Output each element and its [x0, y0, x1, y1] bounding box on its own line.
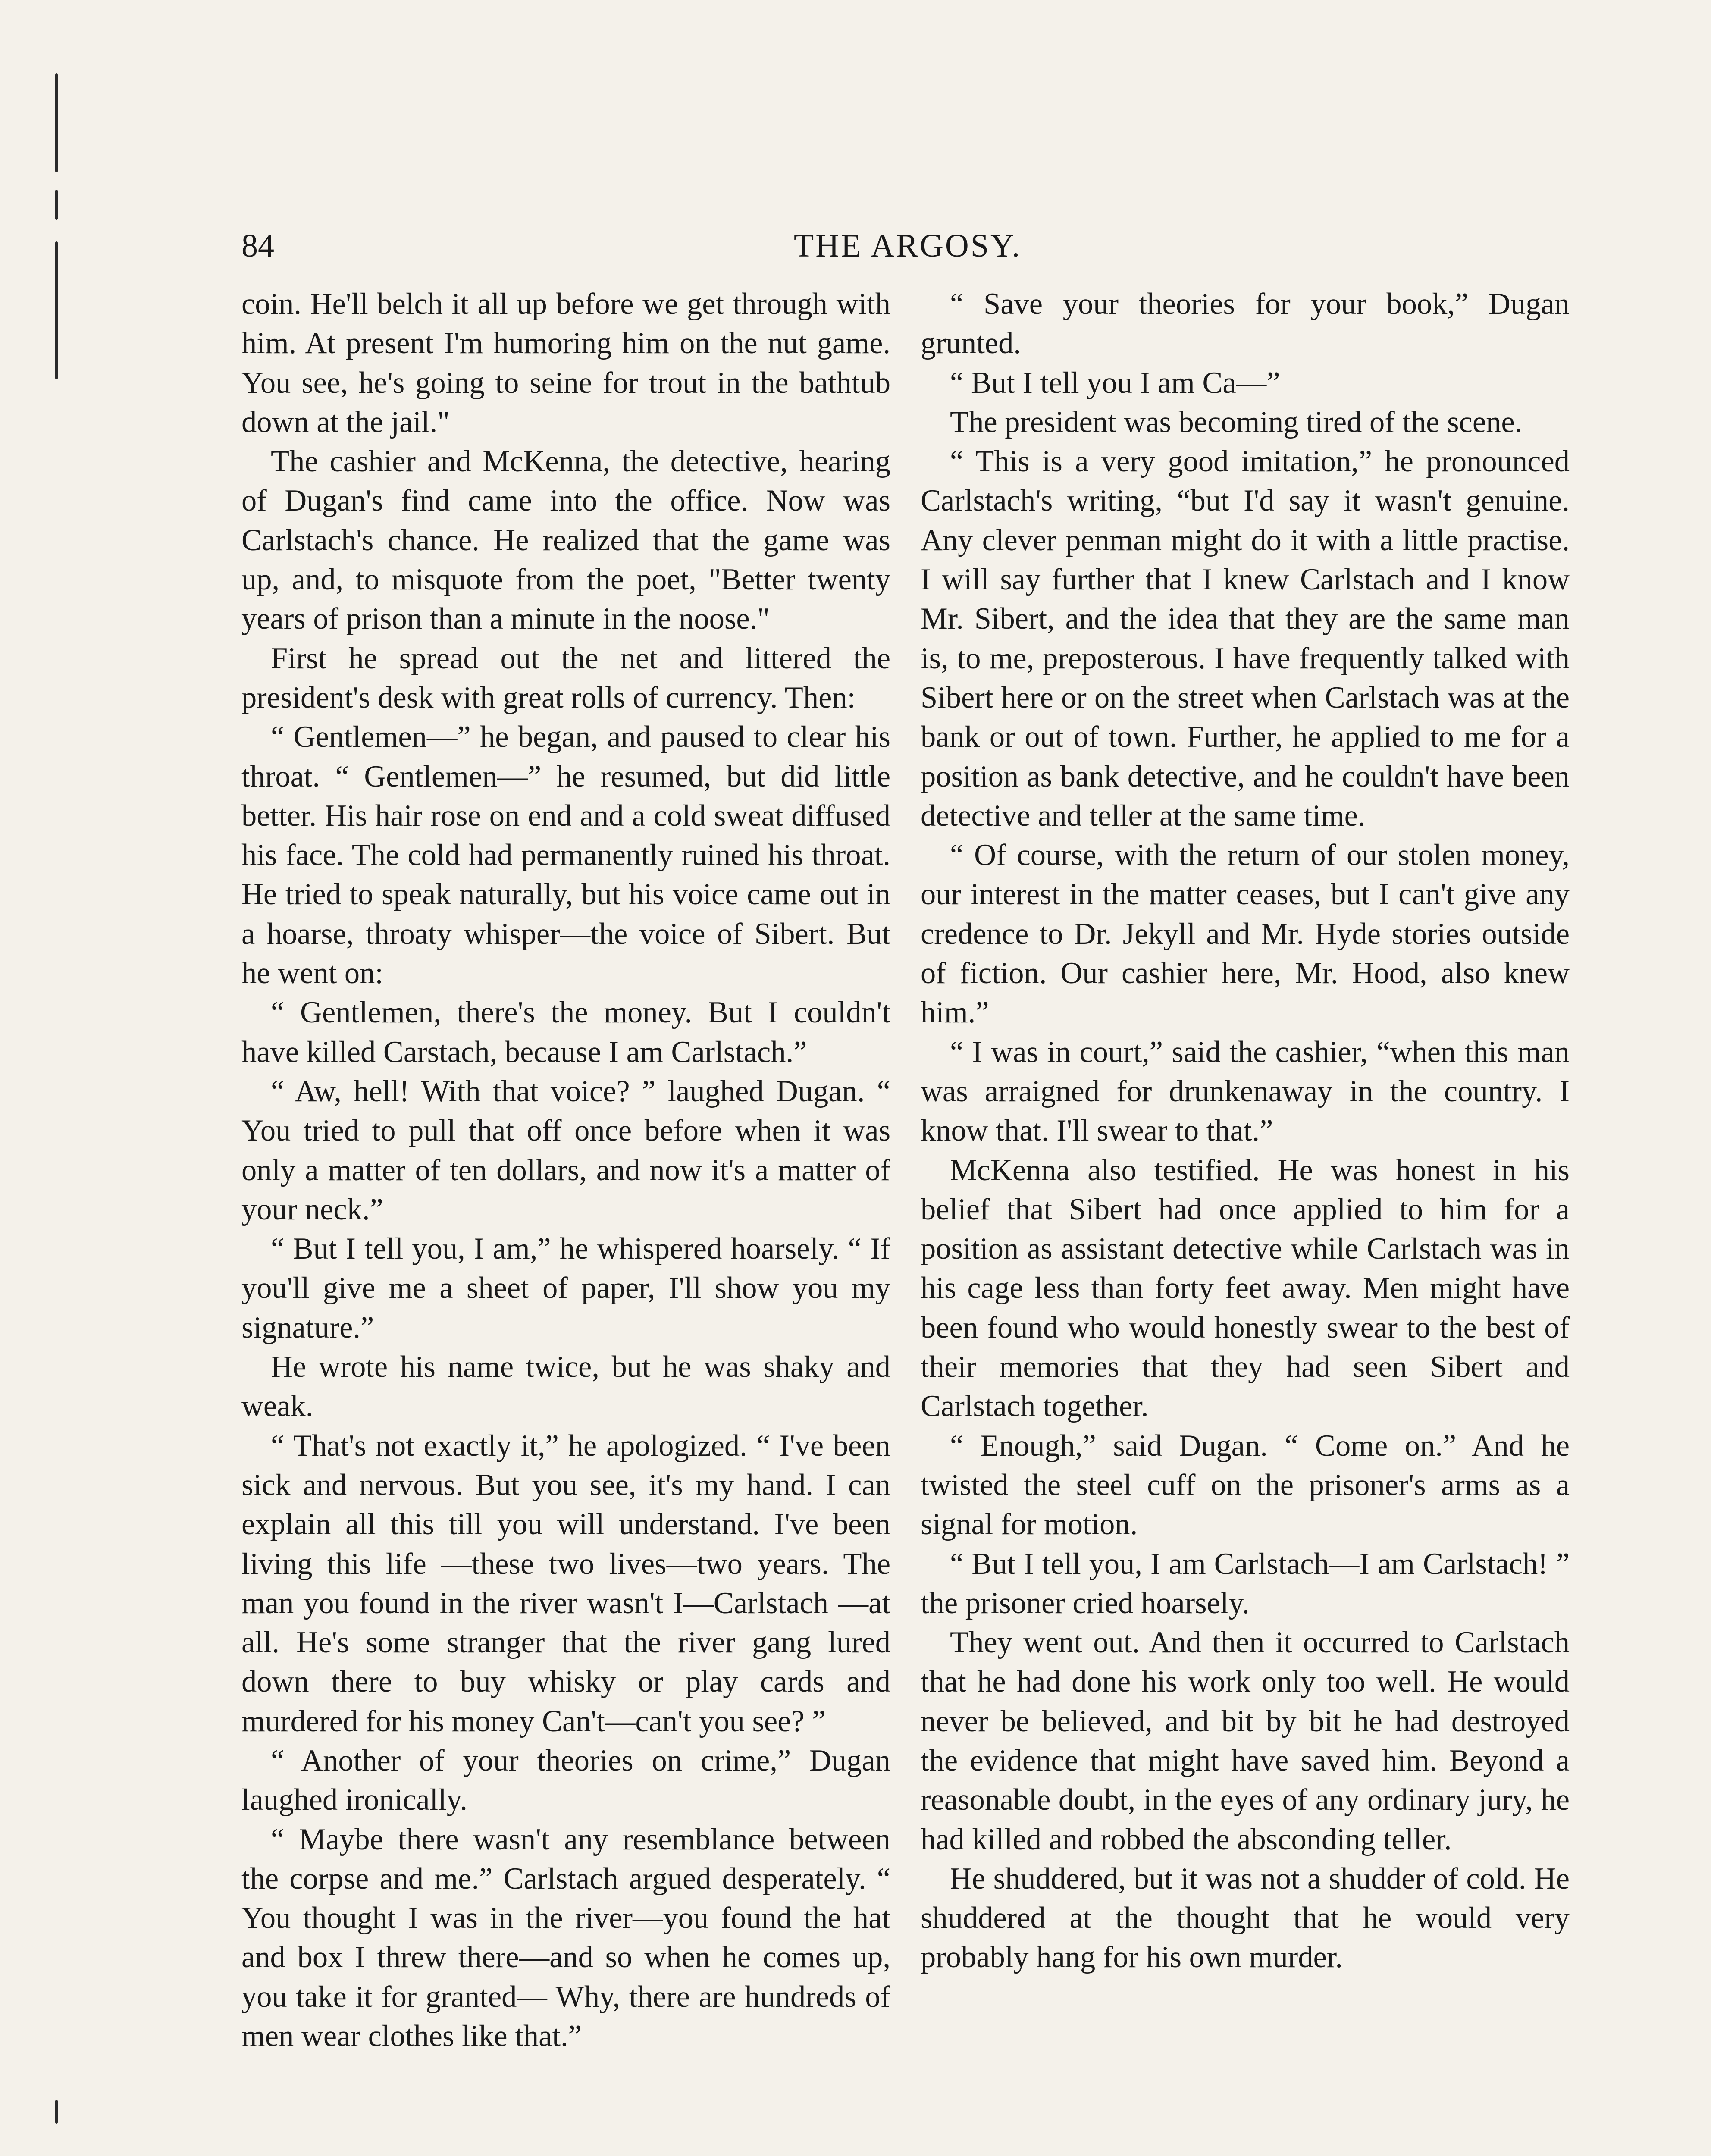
paragraph: “ But I tell you I am Ca—”: [950, 366, 1280, 400]
paragraph: “ Of course, with the return of our stolen money, our interest in the matter ceases, but I can't give any credence to Dr. Jekyll and Mr. Hyde stories outside of fiction. Our cashier here, Mr. Hood, also knew him.”: [921, 838, 1570, 1030]
scan-edge-mark: [55, 73, 58, 172]
scan-edge-mark: [55, 2100, 58, 2124]
paragraph: “ I was in court,” said the cashier, “when this man was arraigned for drunkenaway in the country. I know that. I'll swear to that.”: [921, 1035, 1570, 1148]
paragraph: “ That's not exactly it,” he apologized. “ I've been sick and nervous. But you see, it's my hand. I can explain all this till you will understand. I've been living this life —these two lives—two years. The man you found in the river wasn't I—Carlstach —at all. He's some stranger that the river gang lured down there to buy whisky or play cards and murdered for his money Can't—can't you see? ”: [241, 1429, 890, 1738]
scan-edge-mark: [55, 190, 58, 220]
paragraph: “ But I tell you, I am Carlstach—I am Carlstach! ” the prisoner cried hoarsely.: [921, 1547, 1570, 1620]
paragraph: “ Enough,” said Dugan. “ Come on.” And he twisted the steel cuff on the prisoner's arms as a signal for motion.: [921, 1429, 1570, 1542]
paragraph: “ Save your theories for your book,” Dugan grunted.: [921, 287, 1570, 360]
paragraph: The president was becoming tired of the scene.: [950, 405, 1523, 439]
paragraph: First he spread out the net and littered the president's desk with great rolls of currency. Then:: [241, 641, 890, 714]
paragraph: “ Gentlemen, there's the money. But I couldn't have killed Carstach, because I am Carlstach.”: [241, 996, 890, 1069]
paragraph: He shuddered, but it was not a shudder of cold. He shuddered at the thought that he would very probably hang for his own murder.: [921, 1861, 1570, 1974]
paragraph: McKenna also testified. He was honest in his belief that Sibert had once applied to him for a position as assistant detective while Carlstach was in his cage less than forty feet away. Men might have been found who would honestly swear to the best of their memories that they had seen Sibert and Carlstach together.: [921, 1153, 1570, 1423]
scan-edge-mark: [55, 241, 58, 379]
paragraph: “ Aw, hell! With that voice? ” laughed Dugan. “ You tried to pull that off once before when it was only a matter of ten dollars, and now it's a matter of your neck.”: [241, 1074, 890, 1226]
paragraph: He wrote his name twice, but he was shaky and weak.: [241, 1350, 890, 1423]
paragraph: “ Maybe there wasn't any resemblance between the corpse and me.” Carlstach argued desperately. “ You thought I was in the river—you found the hat and box I threw there—and so when he comes up, you take it for granted— Why, there are hundreds of men wear clothes like that.”: [241, 1822, 890, 2053]
right-column: [921, 285, 1570, 1977]
page-number: 84: [241, 228, 274, 264]
left-column: [241, 285, 890, 2056]
paragraph: “ But I tell you, I am,” he whispered hoarsely. “ If you'll give me a sheet of paper, I'll show you my signature.”: [241, 1232, 890, 1344]
paragraph: “ Gentlemen—” he began, and paused to clear his throat. “ Gentlemen—” he resumed, but did little better. His hair rose on end and a cold sweat diffused his face. The cold had permanently ruined his throat. He tried to speak naturally, but his voice came out in a hoarse, throaty whisper—the voice of Sibert. But he went on:: [241, 720, 890, 990]
paragraph: “ Another of your theories on crime,” Dugan laughed ironically.: [241, 1743, 890, 1817]
running-head: THE ARGOSY.: [793, 228, 1022, 264]
paragraph: The cashier and McKenna, the detective, hearing of Dugan's find came into the office. Now was Carlstach's chance. He realized that the game was up, and, to misquote from the poet, "Better twenty years of prison than a minute in the noose.": [241, 445, 890, 636]
paragraph: They went out. And then it occurred to Carlstach that he had done his work only too well. He would never be believed, and bit by bit he had destroyed the evidence that might have saved him. Beyond a reasonable doubt, in the eyes of any ordinary jury, he had killed and robbed the absconding teller.: [921, 1626, 1570, 1856]
paragraph: “ This is a very good imitation,” he pronounced Carlstach's writing, “but I'd say it wasn't genuine. Any clever penman might do it with a little practise. I will say further that I knew Carlstach and I know Mr. Sibert, and the idea that they are the same man is, to me, preposterous. I have frequently talked with Sibert here or on the street when Carlstach was at the bank or out of town. Further, he applied to me for a position as bank detective, and he couldn't have been detective and teller at the same time.: [921, 445, 1570, 833]
page-header: [241, 224, 1574, 276]
paragraph: coin. He'll belch it all up before we get through with him. At present I'm humoring him on the nut game. You see, he's going to seine for trout in the bathtub down at the jail.": [241, 287, 890, 439]
